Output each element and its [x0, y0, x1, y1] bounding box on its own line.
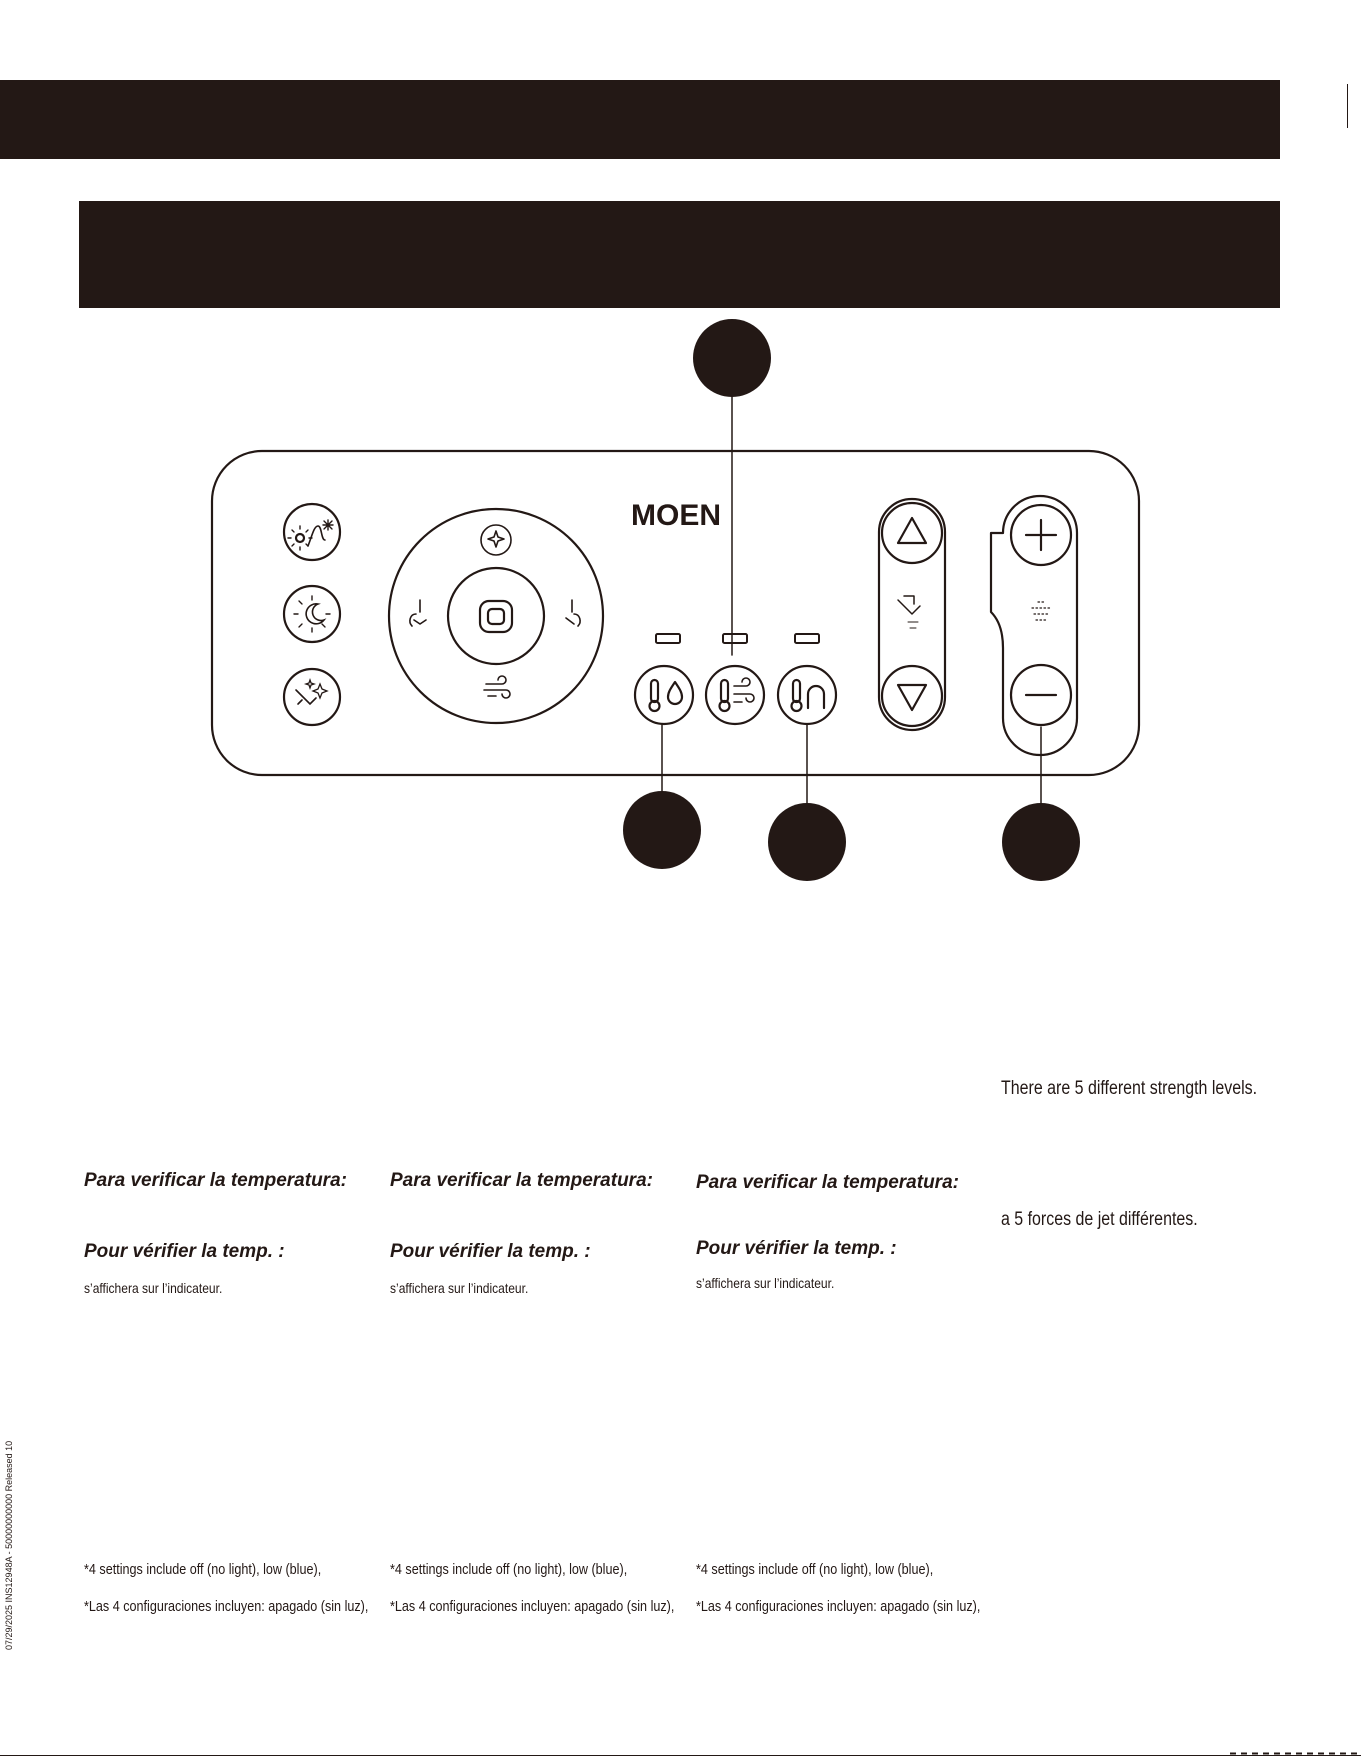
col3-heading-es: Para verificar la temperatura:: [696, 1172, 959, 1193]
callout-seat-temp: [768, 803, 846, 881]
night-light-icon: [284, 586, 340, 642]
callout-water-temp: [623, 791, 701, 869]
footer-rule: [0, 1755, 1361, 1756]
col1-heading-es: Para verificar la temperatura:: [84, 1170, 347, 1191]
remote-diagram: [0, 300, 1361, 900]
header-band: [0, 80, 1280, 159]
section-band: [79, 201, 1280, 308]
sparkle-rotate-icon: [481, 525, 511, 555]
indicator-air: [723, 634, 747, 643]
mode-dial: [389, 509, 603, 723]
nozzle-icon: [898, 596, 920, 628]
col2-note-fr: s’affichera sur l’indicateur.: [390, 1280, 529, 1296]
brand-logo: MOEN: [631, 499, 721, 532]
col1-foot-en: *4 settings include off (no light), low (blue),: [84, 1561, 322, 1578]
col3-foot-es: *Las 4 configuraciones incluyen: apagado (sin luz),: [696, 1598, 981, 1615]
col3-foot-en: *4 settings include off (no light), low (blue),: [696, 1561, 934, 1578]
col3-heading-fr: Pour vérifier la temp. :: [696, 1238, 897, 1259]
dryer-air-icon: [484, 676, 510, 698]
callout-top: [693, 319, 771, 397]
down-arrow-icon: [882, 666, 942, 726]
air-temp-icon: [706, 666, 764, 724]
self-clean-icon: [284, 669, 340, 725]
col2-foot-en: *4 settings include off (no light), low (blue),: [390, 1561, 628, 1578]
col4-strength-en: There are 5 different strength levels.: [1001, 1078, 1258, 1099]
sun-wave-snowflake-icon: [284, 504, 340, 560]
col3-note-fr: s’affichera sur l’indicateur.: [696, 1275, 835, 1291]
indicator-seat: [795, 634, 819, 643]
margin-code: 07/29/2025 INS12948A - 50000000000 Released 10: [4, 1440, 14, 1650]
callout-pressure: [1002, 803, 1080, 881]
indicator-water: [656, 634, 680, 643]
col2-heading-fr: Pour vérifier la temp. :: [390, 1241, 591, 1262]
front-wash-icon: [566, 600, 580, 626]
col1-foot-es: *Las 4 configuraciones incluyen: apagado (sin luz),: [84, 1598, 369, 1615]
seat-temp-icon: [778, 666, 836, 724]
up-arrow-icon: [882, 503, 942, 563]
col2-heading-es: Para verificar la temperatura:: [390, 1170, 653, 1191]
col4-strength-fr: a 5 forces de jet différentes.: [1001, 1209, 1198, 1230]
col2-foot-es: *Las 4 configuraciones incluyen: apagado (sin luz),: [390, 1598, 675, 1615]
spray-icon: [1032, 602, 1050, 620]
edge-mark: [1347, 84, 1348, 128]
stop-icon: [480, 601, 512, 632]
water-temp-icon: [635, 666, 693, 724]
corner-mark: [1230, 1752, 1360, 1755]
col1-note-fr: s’affichera sur l’indicateur.: [84, 1280, 223, 1296]
col1-heading-fr: Pour vérifier la temp. :: [84, 1241, 285, 1262]
rear-wash-icon: [410, 600, 426, 626]
